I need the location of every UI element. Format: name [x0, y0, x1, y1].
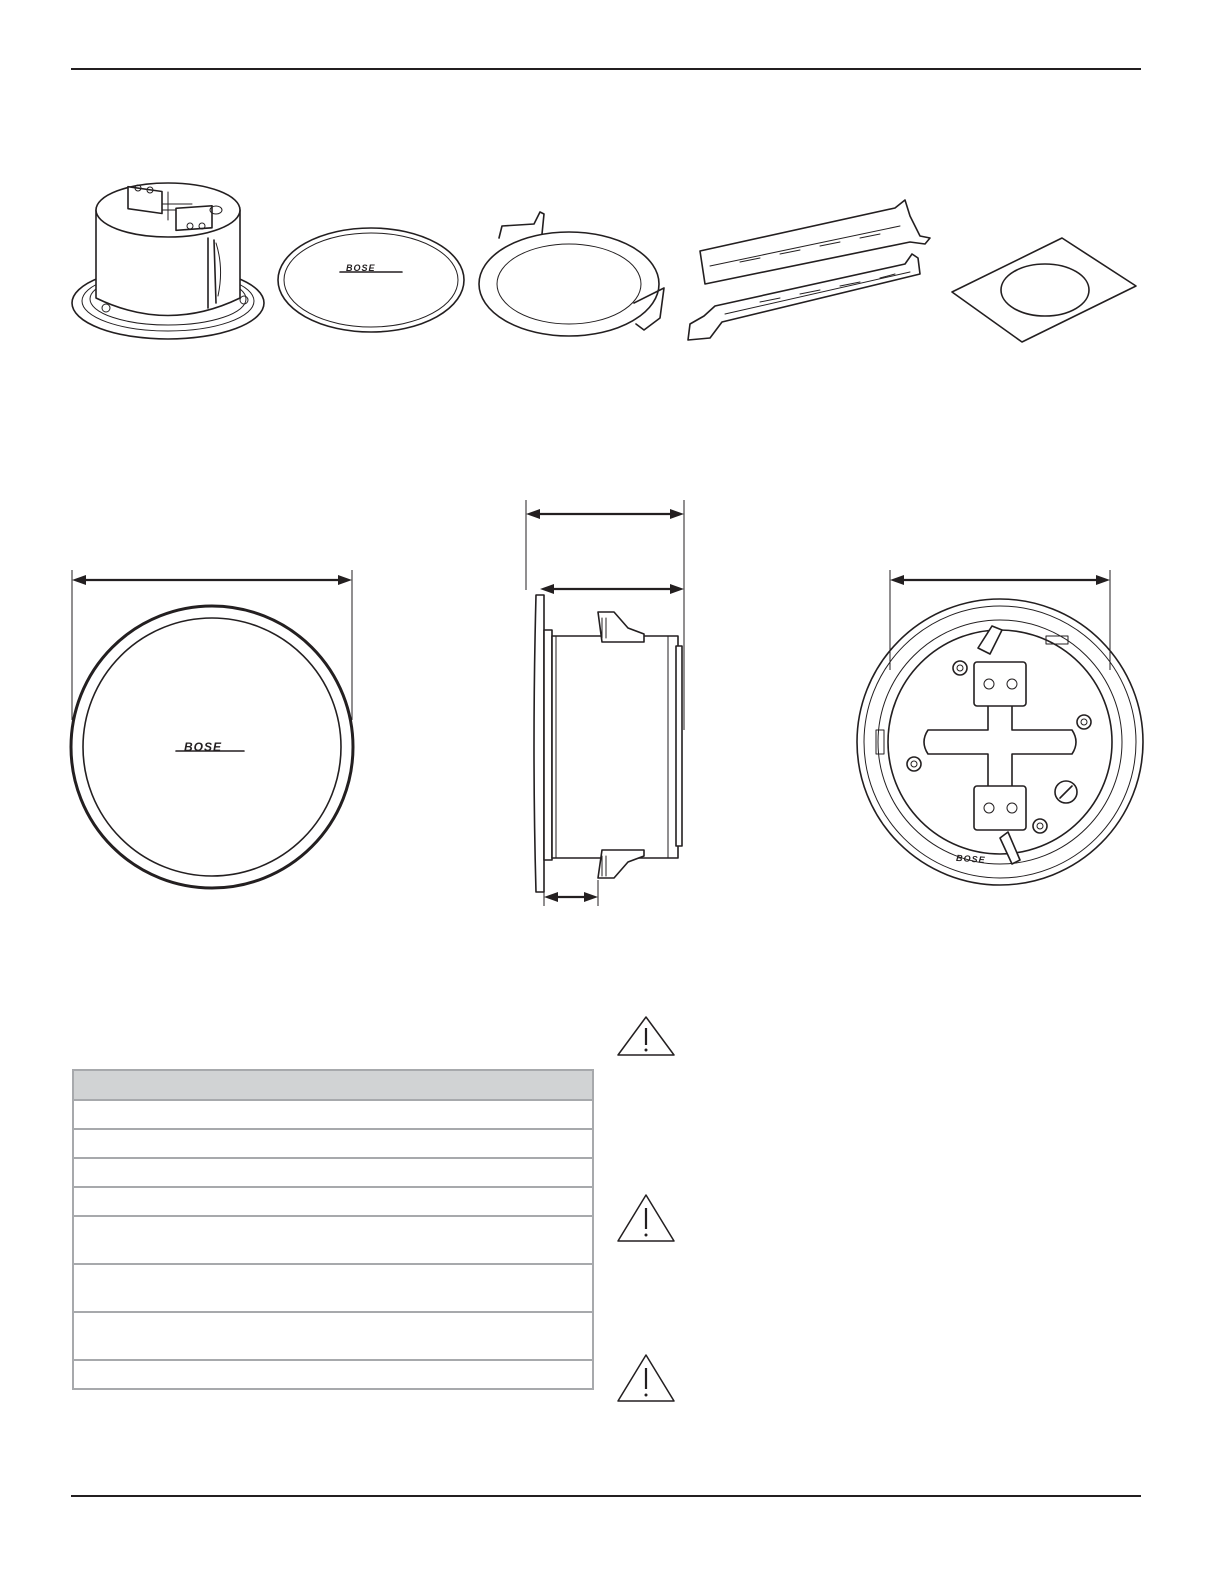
top-rule — [71, 68, 1141, 70]
grille-icon — [274, 224, 470, 341]
rails-icon — [680, 196, 940, 351]
cutout-template-icon — [950, 234, 1140, 349]
table-row — [73, 1360, 593, 1389]
front-view — [66, 570, 366, 905]
table-row — [73, 1264, 593, 1312]
side-view — [518, 500, 698, 915]
warning-triangle-icon — [617, 1016, 675, 1061]
warning-triangle-icon — [617, 1354, 675, 1407]
table-row — [73, 1187, 593, 1216]
loudspeaker-with-backcan-icon — [66, 168, 276, 353]
warning-triangle-icon — [617, 1194, 675, 1247]
svg-text:BOSE: BOSE — [955, 852, 986, 865]
table-header — [73, 1070, 593, 1100]
bottom-rule — [71, 1495, 1141, 1497]
table-row — [73, 1100, 593, 1129]
table-row — [73, 1216, 593, 1264]
table-row — [73, 1312, 593, 1360]
tile-bridge-ring-icon — [474, 208, 674, 353]
table-row — [73, 1158, 593, 1187]
specifications-table — [72, 1069, 594, 1390]
bose-logo: BOSE — [346, 263, 376, 273]
rear-view — [852, 570, 1152, 905]
table-row — [73, 1129, 593, 1158]
svg-text:BOSE: BOSE — [184, 740, 223, 754]
